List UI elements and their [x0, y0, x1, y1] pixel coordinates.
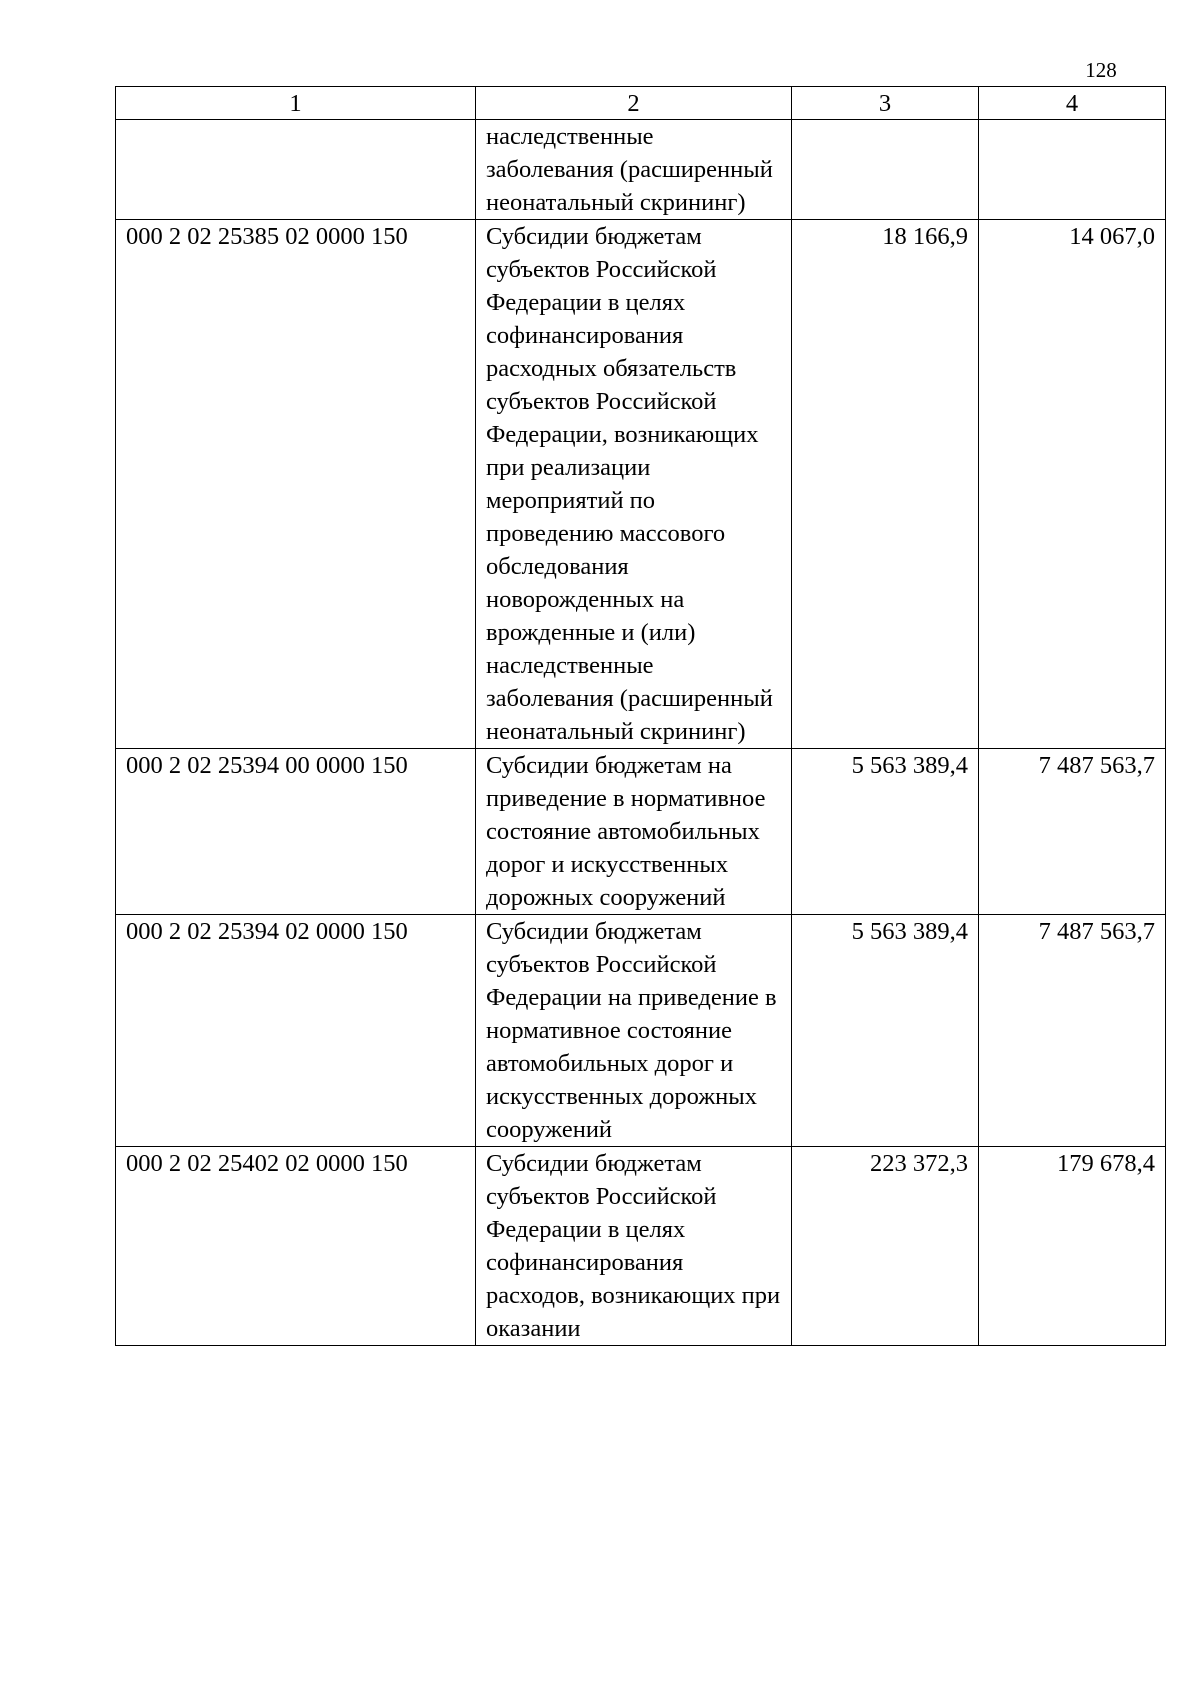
- description-cell: наследственные заболевания (расширенный неонатальный скрининг): [476, 120, 792, 220]
- table-row: [116, 220, 1166, 749]
- value-col3-cell: 5 563 389,4: [792, 915, 979, 1147]
- column-header-2: 2: [476, 87, 792, 120]
- value-col3-cell: 223 372,3: [792, 1147, 979, 1346]
- column-header-3: 3: [792, 87, 979, 120]
- value-col3-cell: 5 563 389,4: [792, 749, 979, 915]
- value-col4-cell: 179 678,4: [979, 1147, 1166, 1346]
- column-header-4: 4: [979, 87, 1166, 120]
- value-col3-cell: [792, 120, 979, 220]
- value-col4-cell: 7 487 563,7: [979, 749, 1166, 915]
- table-row: [116, 749, 1166, 915]
- table-row: [116, 120, 1166, 220]
- description-cell: Субсидии бюджетам субъектов Российской Федерации в целях софинансирования расходов, возникающих при оказании: [476, 1147, 792, 1346]
- value-col3-cell: 18 166,9: [792, 220, 979, 749]
- budget-code-cell: [116, 120, 476, 220]
- table-row: [116, 1147, 1166, 1346]
- page-number: 128: [1085, 58, 1117, 82]
- value-col4-cell: 14 067,0: [979, 220, 1166, 749]
- value-col4-cell: 7 487 563,7: [979, 915, 1166, 1147]
- budget-code-cell: 000 2 02 25394 02 0000 150: [116, 915, 476, 1147]
- budget-code-cell: 000 2 02 25394 00 0000 150: [116, 749, 476, 915]
- table-header-row: [116, 87, 1166, 120]
- budget-code-cell: 000 2 02 25402 02 0000 150: [116, 1147, 476, 1346]
- budget-code-cell: 000 2 02 25385 02 0000 150: [116, 220, 476, 749]
- description-cell: Субсидии бюджетам субъектов Российской Федерации в целях софинансирования расходных обязательств субъектов Российской Федерации, возникающих при реализации мероприятий по проведению массового обследования новорожденных на врожденные и (или) наследственные заболевания (расширенный неонатальный скрининг): [476, 220, 792, 749]
- description-cell: Субсидии бюджетам субъектов Российской Федерации на приведение в нормативное состояние автомобильных дорог и искусственных дорожных сооружений: [476, 915, 792, 1147]
- column-header-1: 1: [116, 87, 476, 120]
- description-cell: Субсидии бюджетам на приведение в нормативное состояние автомобильных дорог и искусственных дорожных сооружений: [476, 749, 792, 915]
- value-col4-cell: [979, 120, 1166, 220]
- budget-table: [115, 86, 1166, 1346]
- table-row: [116, 915, 1166, 1147]
